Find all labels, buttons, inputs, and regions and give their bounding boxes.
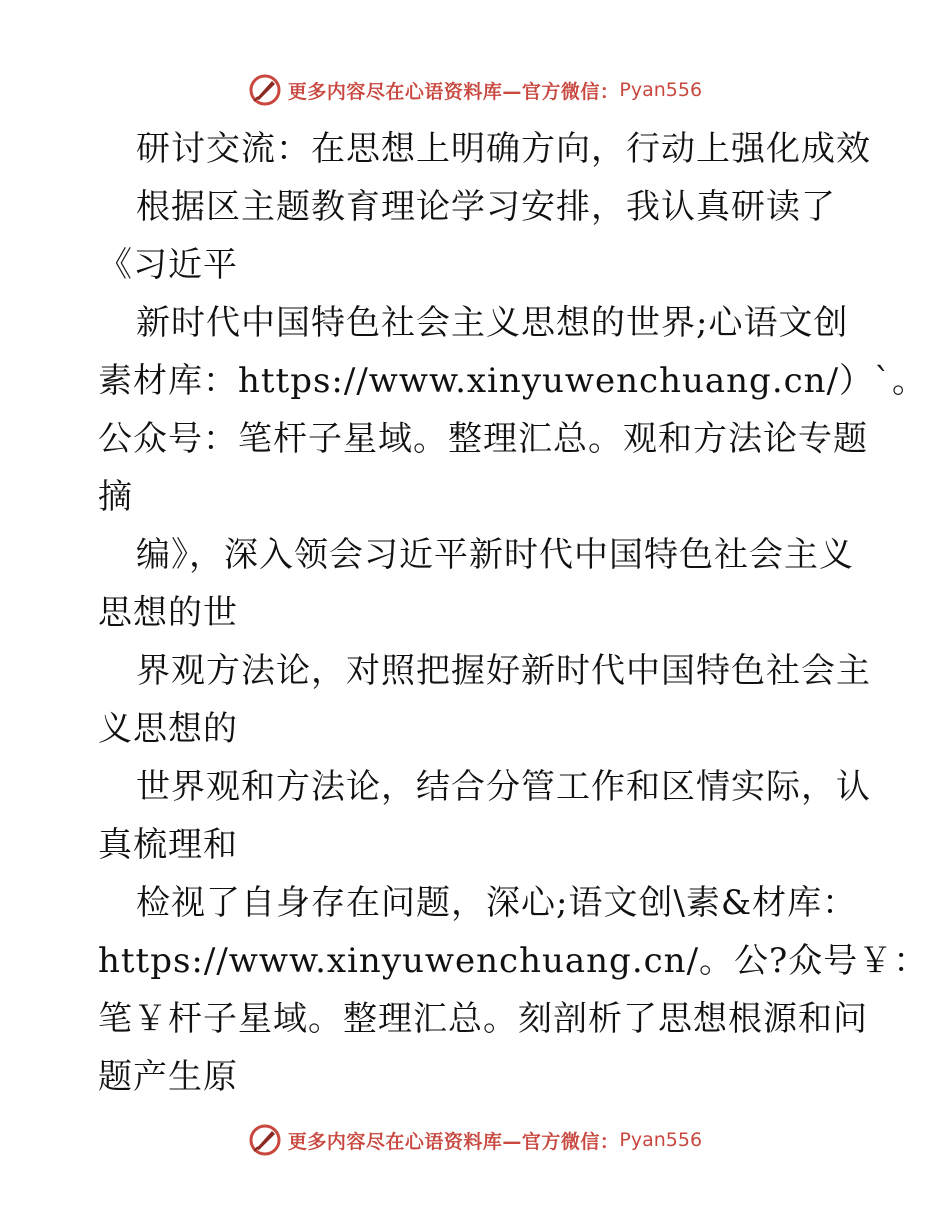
doc-line: 题产生原 xyxy=(98,1057,238,1097)
banner-wechat-id: Pyan556 xyxy=(619,1129,703,1151)
banner-text: 更多内容尽在心语资料库—官方微信： xyxy=(287,1130,620,1153)
doc-line: 素材库：https://www.xinyuwenchuang.cn/）`。 xyxy=(98,361,928,401)
doc-line: 研讨交流：在思想上明确方向，行动上强化成效 xyxy=(136,129,871,169)
footer-watermark-banner xyxy=(0,1120,950,1160)
doc-line: 真梳理和 xyxy=(98,825,238,865)
doc-line: 《习近平 xyxy=(98,245,238,285)
doc-line: 根据区主题教育理论学习安排，我认真研读了 xyxy=(136,187,836,227)
doc-line: 界观方法论，对照把握好新时代中国特色社会主 xyxy=(136,651,871,691)
quill-logo-icon xyxy=(248,73,282,107)
doc-line: 义思想的 xyxy=(98,709,238,749)
header-watermark-banner xyxy=(0,70,950,110)
quill-logo-icon xyxy=(248,1123,282,1157)
banner-text: 更多内容尽在心语资料库—官方微信： xyxy=(287,80,620,103)
doc-line: 摘 xyxy=(98,477,133,517)
doc-line: 世界观和方法论，结合分管工作和区情实际，认 xyxy=(136,767,871,807)
doc-line: 笔￥杆子星域。整理汇总。刻剖析了思想根源和问 xyxy=(98,999,868,1039)
banner-wechat-id: Pyan556 xyxy=(619,79,703,101)
doc-line: https://www.xinyuwenchuang.cn/。公?众号￥： xyxy=(98,941,929,981)
doc-line: 思想的世 xyxy=(98,593,238,633)
doc-line: 编》，深入领会习近平新时代中国特色社会主义 xyxy=(136,535,854,575)
doc-line: 新时代中国特色社会主义思想的世界;心语文创 xyxy=(136,303,849,343)
doc-line: 检视了自身存在问题，深心;语文创\素&材库： xyxy=(136,883,858,923)
document-body xyxy=(98,120,929,1106)
doc-line: 公众号：笔杆子星域。整理汇总。观和方法论专题 xyxy=(98,419,868,459)
